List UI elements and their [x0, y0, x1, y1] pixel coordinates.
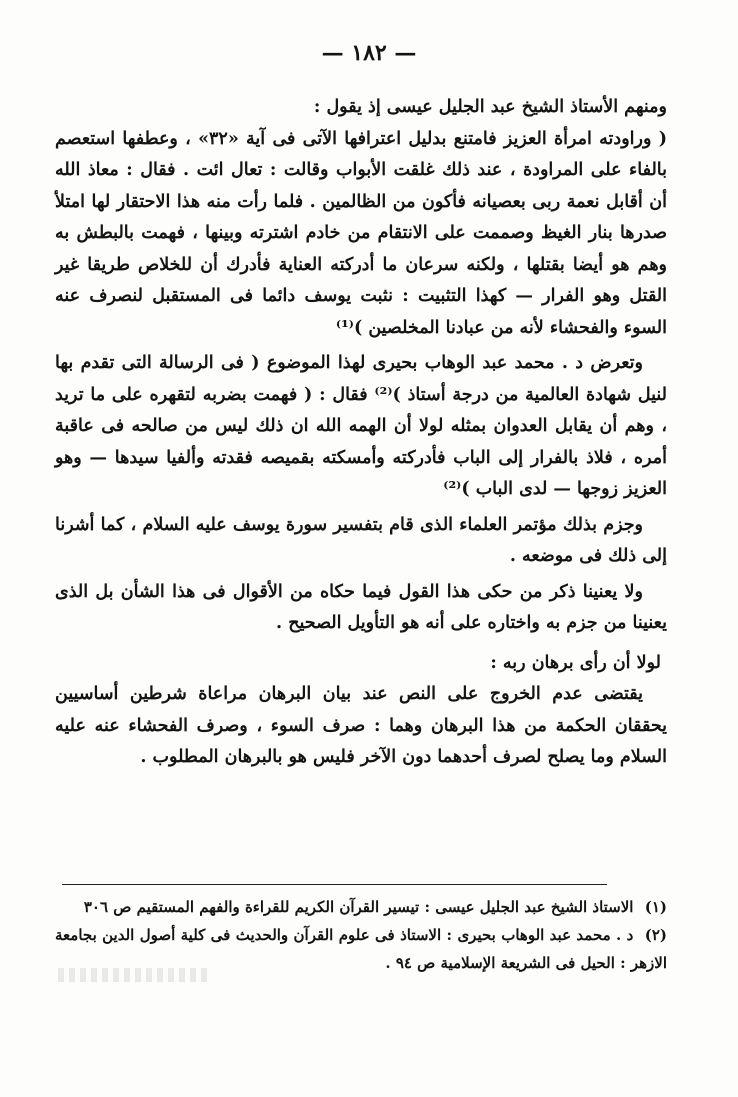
paragraph-quote-abduljalil: ( وراودته امرأة العزيز فامتنع بدليل اعترافها الآتى فى آية «٣٢» ، وعطفها استعصم بالفاء على المراودة ، عند ذلك غلقت الأبواب وقالت : تعال ائت . فقال : معاذ الله أن أقابل نعمة ربى بعصيانه فأكون من الظالمين . فلما رأت منه هذا الاحتقار لها امتلأ صدرها بنار الغيظ وصممت على الانتقام من خادم اشترته وبينها ، فهمت بالبطش به وهم هو أيضا بقتلها ، ولكنه سرعان ما أدركته العناية فأدرك أن للخلاص طريقا غير القتل وهو الفرار — كهذا التثبيت : نثبت يوسف دائما فى المستقبل لنصرف عنه السوء والفحشاء لأنه من عبادنا المخلصين )⁽¹⁾: [55, 128, 667, 338]
paragraph-conference: وجزم بذلك مؤتمر العلماء الذى قام بتفسير سورة يوسف عليه السلام ، كما أشرنا إلى ذلك فى موضعه .: [55, 514, 667, 566]
footnote-text: الاستاذ الشيخ عبد الجليل عيسى : تيسير القرآن الكريم للقراءة والفهم المستقيم ص ٣٠٦: [83, 898, 634, 916]
paragraph-closing: يقتضى عدم الخروج على النص عند بيان البرهان مراعاة شرطين أساسيين يحققان الحكمة من هذا البرهان وهما : صرف السوء ، وصرف الفحشاء عنه عليه السلام وما يصلح لصرف أحدهما دون الآخر فليس هو بالبرهان المطلوب .: [55, 684, 667, 767]
paragraph-bahiri: وتعرض د . محمد عبد الوهاب بحيرى لهذا الموضوع ( فى الرسالة التى تقدم بها لنيل شهادة العالمية من درجة أستاذ )⁽²⁾ فقال : ( فهمت بضربه لتقهره على ما تريد ، وهم أن يقابل العدوان بمثله لولا أن الهمه الله ان ذلك ليس من صالحه فى عاقبة أمره ، فلاذ بالفرار إلى الباب فأدركته وأمسكته بقميصه فقدته وألفيا سيدها — وهو العزيز زوجها — لدى الباب )⁽²⁾: [55, 353, 667, 499]
section-heading: لولا أن رأى برهان ربه :: [490, 652, 661, 673]
footnote-1: [55, 893, 667, 921]
paragraph-intro: ومنهم الأستاذ الشيخ عبد الجليل عيسى إذ يقول :: [313, 97, 667, 117]
paragraph-concern: ولا يعنينا ذكر من حكى هذا القول فيما حكاه من الأقوال فى هذا الشأن بل الذى يعنينا من جزم به واختاره على أنه هو التأويل الصحيح .: [55, 581, 667, 633]
page-number: — ١٨٢ —: [321, 40, 417, 66]
footnote-divider: [62, 884, 607, 885]
footnote-marker: (١): [644, 898, 667, 916]
footnote-text: د . محمد عبد الوهاب بحيرى : الاستاذ فى علوم القرآن والحديث فى كلية أصول الدين بجامعة الازهر : الحيل فى الشريعة الإسلامية ص ٩٤ .: [55, 926, 667, 972]
footnotes: [55, 893, 667, 977]
bleed-through-mark: [58, 968, 208, 982]
footnote-marker: (٢): [644, 926, 668, 944]
body-text: [55, 92, 667, 774]
